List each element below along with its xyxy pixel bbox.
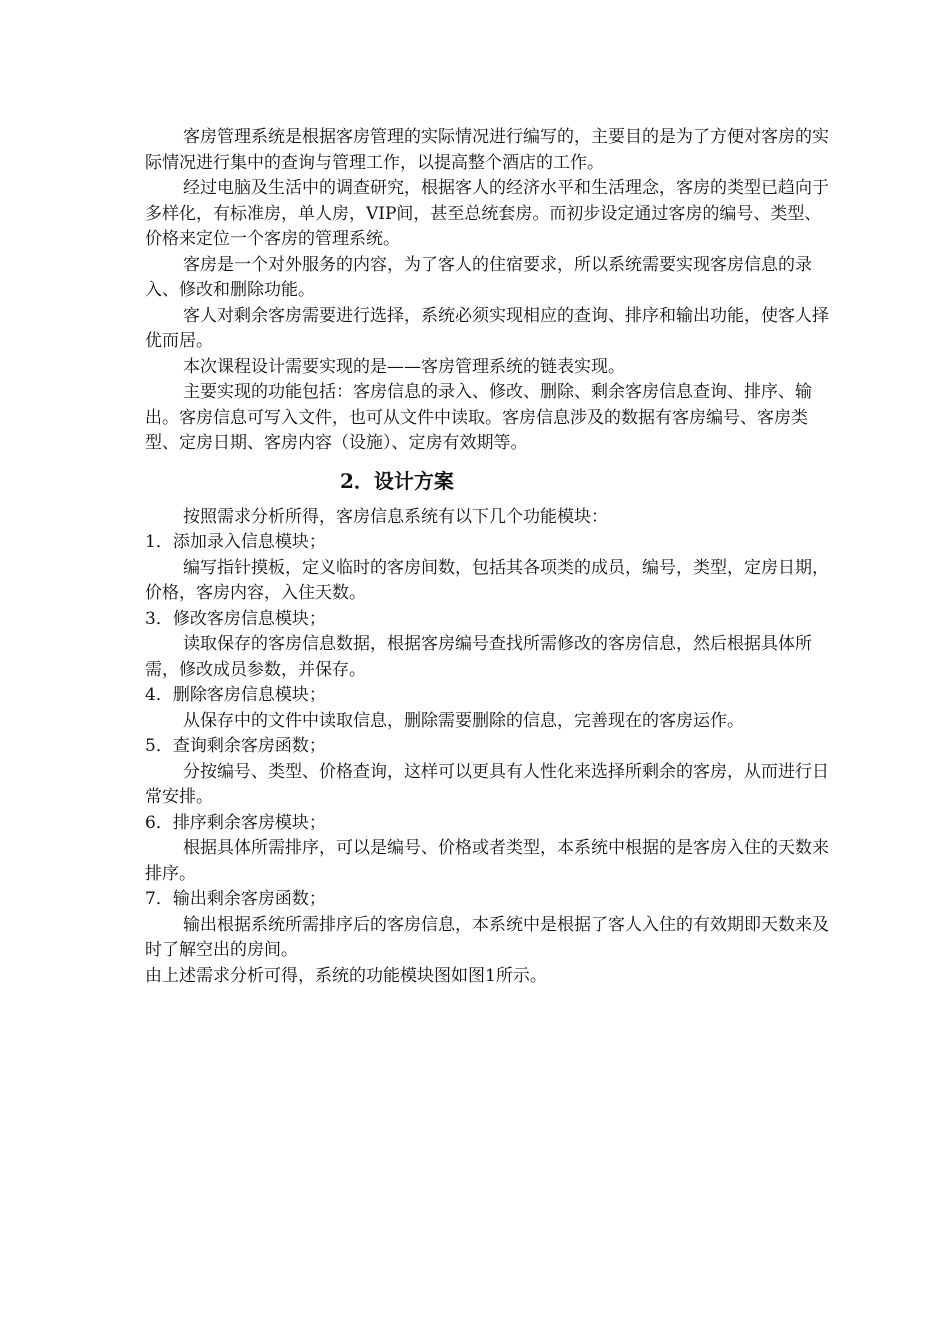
module-body: 分按编号、类型、价格查询，这样可以更具有人性化来选择所剩余的客房，从而进行日常安排。: [145, 761, 829, 807]
module-body: 读取保存的客房信息数据，根据客房编号查找所需修改的客房信息，然后根据具体所需，修改成员参数，并保存。: [145, 634, 812, 680]
closing-sentence: 由上述需求分析可得，系统的功能模块图如图1所示。: [145, 965, 547, 986]
module-body: 输出根据系统所需排序后的客房信息，本系统中是根据了客人入住的有效期即天数来及时了解空出的房间。: [145, 914, 829, 960]
intro-paragraph-4: 客人对剩余客房需要进行选择，系统必须实现相应的查询、排序和输出功能，使客人择优而居。: [145, 305, 829, 351]
module-title: 1．添加录入信息模块；: [145, 532, 326, 552]
module-body: 根据具体所需排序，可以是编号、价格或者类型，本系统中根据的是客房入住的天数来排序。: [145, 838, 829, 884]
document-body: [145, 125, 835, 989]
intro-paragraph-5: 本次课程设计需要实现的是——客房管理系统的链表实现。: [183, 356, 625, 377]
module-title: 7．输出剩余客房函数；: [145, 889, 326, 909]
module-title: 5．查询剩余客房函数；: [145, 736, 326, 756]
module-title: 6．排序剩余客房模块；: [145, 812, 326, 833]
intro-paragraph-1: 客房管理系统是根据客房管理的实际情况进行编写的，主要目的是为了方便对客房的实际情况进行集中的查询与管理工作，以提高整个酒店的工作。: [145, 127, 829, 173]
intro-paragraph-3: 客房是一个对外服务的内容，为了客人的住宿要求，所以系统需要实现客房信息的录入、修改和删除功能。: [145, 254, 812, 300]
module-title: 3．修改客房信息模块；: [145, 608, 326, 629]
intro-paragraph-6: 主要实现的功能包括：客房信息的录入、修改、删除、剩余客房信息查询、排序、输出。客房信息可写入文件，也可从文件中读取。客房信息涉及的数据有客房编号、客房类型、定房日期、客房内容（设施）、定房有效期等。: [145, 382, 812, 453]
section-heading: 2．设计方案: [340, 468, 454, 493]
module-body: 从保存中的文件中读取信息，删除需要删除的信息，完善现在的客房运作。: [183, 710, 744, 731]
section-lead: 按照需求分析所得，客房信息系统有以下几个功能模块：: [183, 506, 608, 527]
module-title: 4．删除客房信息模块；: [145, 685, 326, 705]
intro-paragraph-2: 经过电脑及生活中的调查研究，根据客人的经济水平和生活理念，客房的类型已趋向于多样化，有标准房，单人房，VIP间，甚至总统套房。而初步设定通过客房的编号、类型、价格来定位一个客房的管理系统。: [145, 178, 829, 249]
module-body: 编写指针摸板，定义临时的客房间数，包括其各项类的成员，编号，类型，定房日期，价格，客房内容，入住天数。: [145, 557, 829, 603]
